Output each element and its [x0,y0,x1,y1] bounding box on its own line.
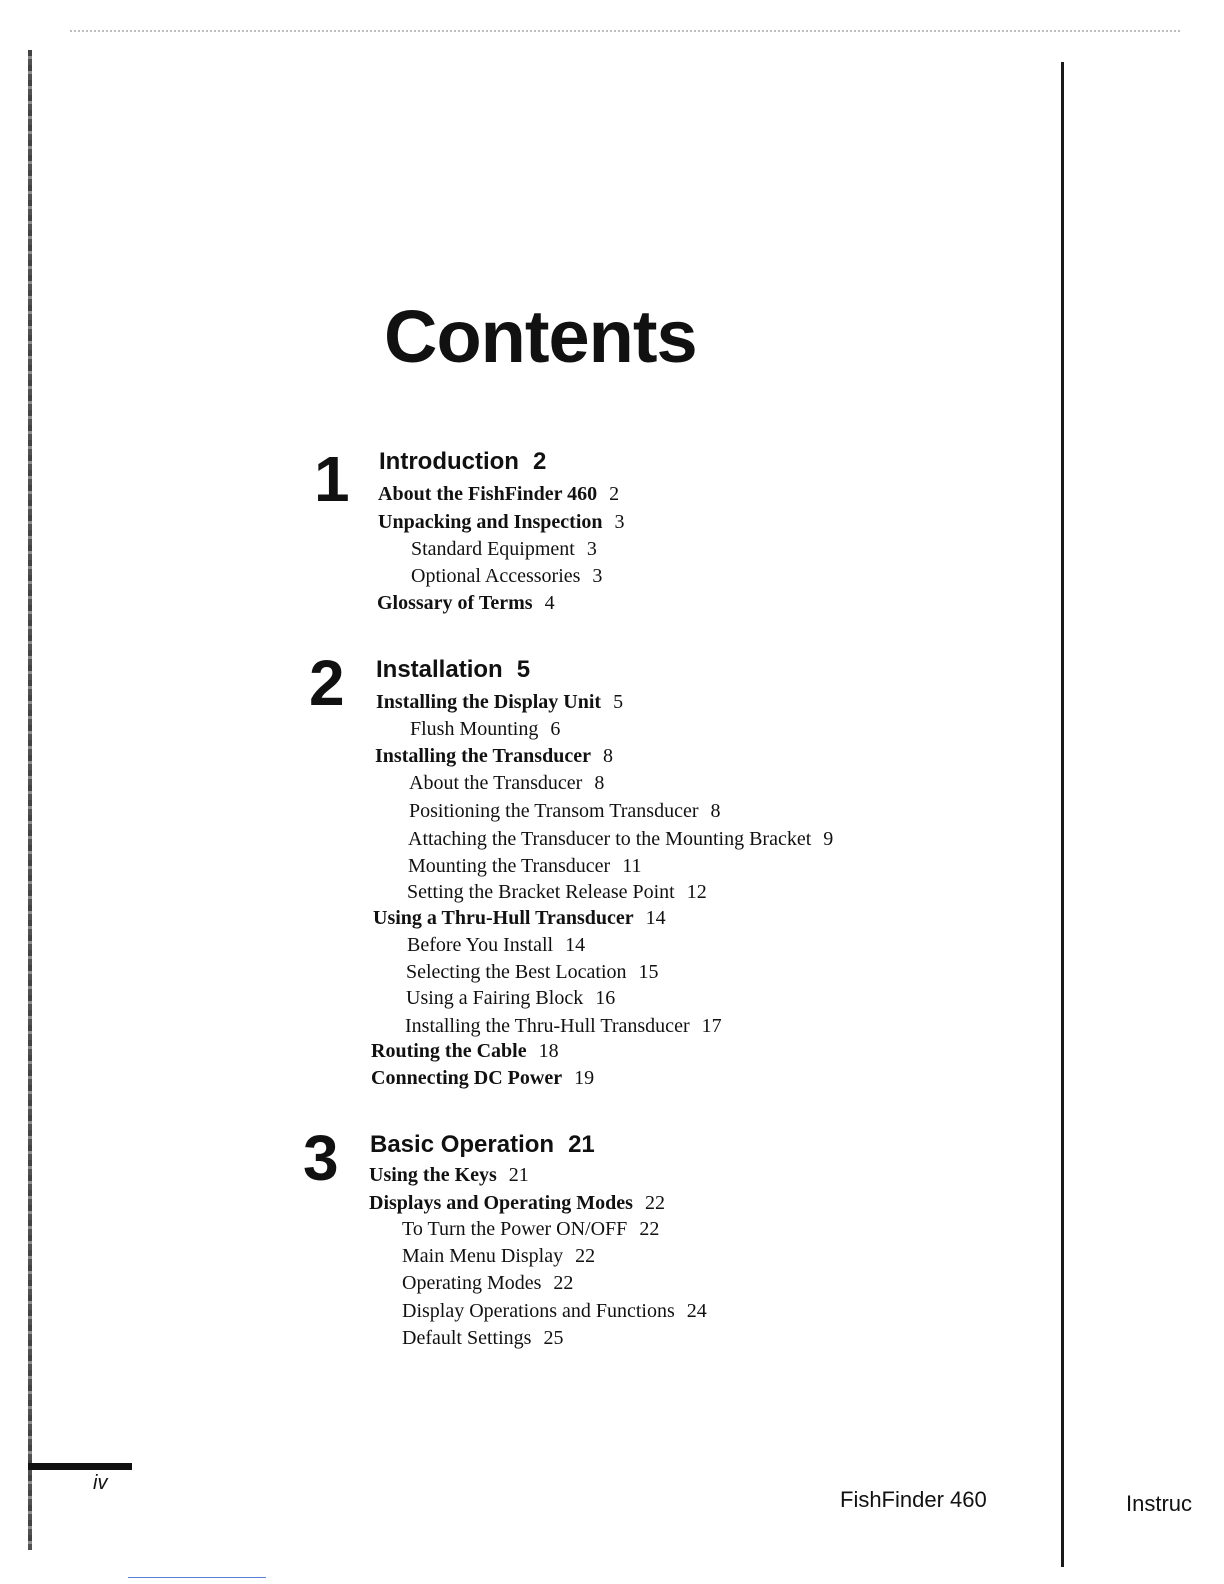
toc-subentry[interactable] [406,988,615,1008]
toc-subentry[interactable] [402,1219,659,1239]
toc-entry-text: Mounting the Transducer [408,855,611,877]
binding-edge [28,50,32,1550]
toc-entry-page: 3 [592,565,603,587]
toc-entry-page: 8 [710,800,721,822]
toc-entry[interactable] [378,484,619,504]
toc-entry-text: Glossary of Terms [377,592,533,614]
chapter-title-text: Installation [376,656,503,683]
toc-entry-page: 16 [595,987,616,1009]
toc-entry-text: Selecting the Best Location [406,961,627,983]
toc-subentry[interactable] [410,719,560,739]
toc-entry[interactable] [371,1068,594,1088]
toc-entry-page: 15 [638,961,659,983]
toc-entry-text: Using a Fairing Block [406,987,584,1009]
toc-entry-text: Unpacking and Inspection [378,511,603,533]
chapter-number: 1 [314,443,350,515]
toc-subentry[interactable] [405,1016,722,1036]
toc-entry-page: 19 [574,1067,595,1089]
page-folio: iv [93,1472,108,1494]
product-name-footer: FishFinder 460 [840,1487,987,1512]
toc-entry-page: 24 [686,1300,707,1322]
chapter-page: 21 [568,1131,595,1158]
chapter-title[interactable] [376,658,530,682]
toc-subentry[interactable] [407,935,585,955]
toc-entry-page: 11 [622,855,642,877]
toc-entry-page: 8 [602,745,613,767]
toc-entry-text: Default Settings [402,1327,532,1349]
toc-entry-text: About the FishFinder 460 [378,483,598,505]
toc-subentry[interactable] [408,829,833,849]
toc-entry-page: 25 [543,1327,564,1349]
toc-entry-page: 17 [701,1015,722,1037]
toc-entry-text: Display Operations and Functions [402,1300,675,1322]
toc-subentry[interactable] [409,801,720,821]
toc-entry-page: 2 [609,483,620,505]
toc-entry-page: 22 [639,1218,660,1240]
chapter-number: 3 [303,1122,339,1194]
toc-entry[interactable] [377,593,555,613]
toc-entry-text: Using the Keys [369,1164,497,1186]
toc-entry-page: 14 [645,907,666,929]
toc-entry[interactable] [371,1041,559,1061]
page-tab-rule [28,1463,132,1470]
toc-subentry[interactable] [402,1273,573,1293]
toc-subentry[interactable] [409,773,604,793]
toc-entry[interactable] [376,692,623,712]
toc-subentry[interactable] [402,1301,707,1321]
toc-subentry[interactable] [407,882,707,902]
toc-entry-text: Operating Modes [402,1272,542,1294]
page-fold-rule [1061,62,1064,1567]
toc-entry-page: 4 [544,592,555,614]
scan-edge-top [70,30,1180,32]
toc-subentry[interactable] [408,856,641,876]
toc-entry-text: Attaching the Transducer to the Mounting Bracket [408,828,812,850]
toc-entry-text: Connecting DC Power [371,1067,563,1089]
toc-entry-page: 18 [538,1040,559,1062]
toc-entry-page: 22 [644,1192,665,1214]
toc-subentry[interactable] [402,1328,563,1348]
chapter-page: 5 [516,656,531,683]
toc-entry-page: 9 [823,828,834,850]
toc-subentry[interactable] [411,566,602,586]
page-title: Contents [384,295,697,378]
chapter-title[interactable] [370,1133,595,1157]
toc-entry-page: 12 [686,881,707,903]
toc-entry-page: 5 [613,691,624,713]
chapter-title-text: Basic Operation [370,1131,555,1158]
toc-entry-page: 3 [614,511,625,533]
toc-entry-page: 14 [565,934,586,956]
toc-entry-text: Routing the Cable [371,1040,527,1062]
adjacent-page-text: Instruc [1126,1491,1193,1516]
toc-entry-text: Displays and Operating Modes [369,1192,633,1214]
toc-subentry[interactable] [406,962,659,982]
chapter-number: 2 [309,647,345,719]
toc-entry-text: Standard Equipment [411,538,575,560]
toc-subentry[interactable] [402,1246,595,1266]
toc-entry[interactable] [369,1165,529,1185]
toc-entry-text: Before You Install [407,934,554,956]
toc-entry-text: To Turn the Power ON/OFF [402,1218,628,1240]
toc-entry-text: Positioning the Transom Transducer [409,800,699,822]
toc-entry-page: 22 [553,1272,574,1294]
toc-subentry[interactable] [411,539,597,559]
toc-entry-text: Main Menu Display [402,1245,564,1267]
toc-entry-page: 21 [508,1164,529,1186]
toc-entry[interactable] [378,512,625,532]
toc-entry-text: Using a Thru-Hull Transducer [373,907,634,929]
chapter-title-text: Introduction [379,448,519,475]
toc-entry-text: Optional Accessories [411,565,581,587]
scan-artifact-line [128,1577,266,1578]
chapter-page: 2 [532,448,547,475]
toc-entry-page: 3 [586,538,597,560]
toc-entry[interactable] [375,746,613,766]
toc-entry[interactable] [369,1193,665,1213]
toc-entry-page: 8 [594,772,605,794]
toc-entry-text: Installing the Transducer [375,745,591,767]
toc-entry[interactable] [373,908,666,928]
toc-entry-page: 6 [550,718,561,740]
toc-entry-text: Installing the Display Unit [376,691,602,713]
chapter-title[interactable] [379,450,546,474]
toc-entry-text: Setting the Bracket Release Point [407,881,675,903]
toc-entry-text: Flush Mounting [410,718,539,740]
toc-entry-text: About the Transducer [409,772,583,794]
toc-entry-text: Installing the Thru-Hull Transducer [405,1015,690,1037]
toc-entry-page: 22 [575,1245,596,1267]
